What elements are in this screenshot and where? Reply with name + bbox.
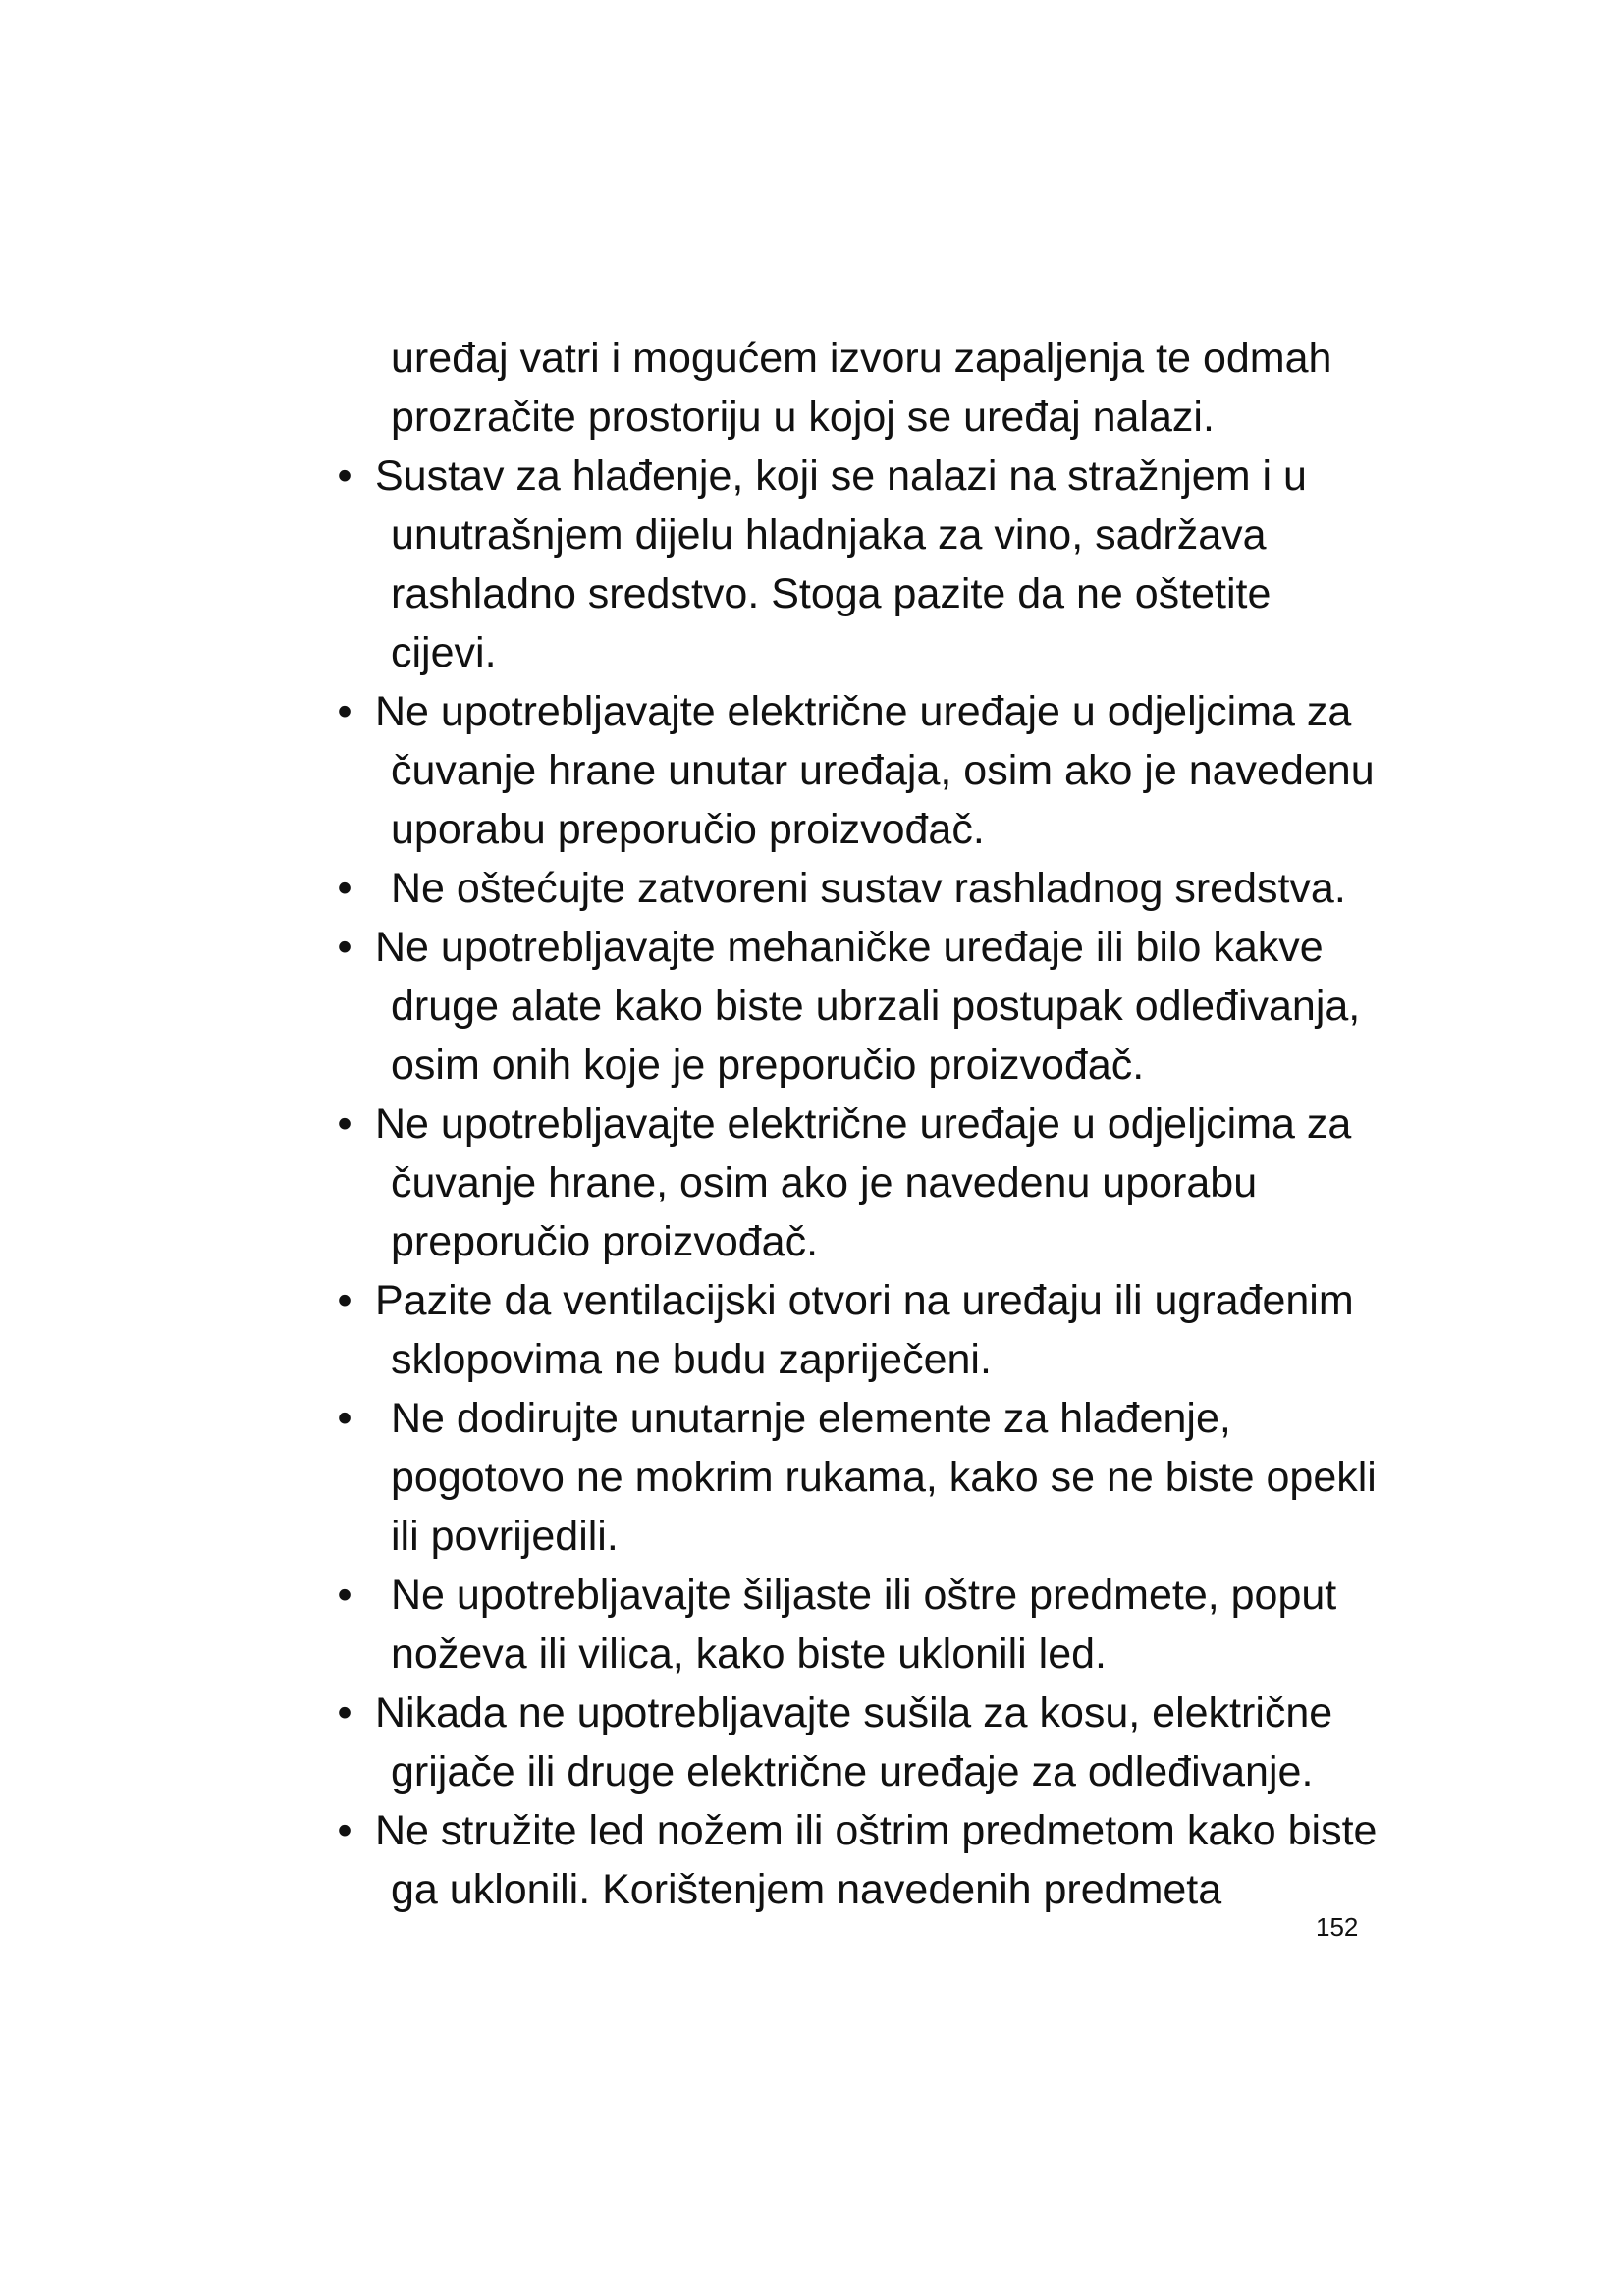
- bullet-icon: •: [337, 688, 352, 735]
- list-item: [324, 1389, 1384, 1566]
- bullet-icon: •: [337, 1277, 352, 1324]
- list-item: [324, 447, 1384, 682]
- bullet-icon: •: [337, 1572, 352, 1619]
- list-item-text: Ne dodirujte unutarnje elemente za hlađenje, pogotovo ne mokrim rukama, kako se ne biste opekli ili povrijedili.: [391, 1395, 1377, 1560]
- list-item: [324, 1683, 1384, 1801]
- list-item: [324, 918, 1384, 1095]
- bullet-list: [324, 447, 1384, 1919]
- bullet-icon: •: [337, 1100, 352, 1148]
- list-item-text: Ne upotrebljavajte mehaničke uređaje ili bilo kakve druge alate kako biste ubrzali postupak odleđivanja, osim onih koje je preporučio proizvođač.: [375, 924, 1361, 1089]
- list-item: [324, 1095, 1384, 1271]
- list-item-text: Sustav za hlađenje, koji se nalazi na stražnjem i u unutrašnjem dijelu hladnjaka za vino, sadržava rashladno sredstvo. Stoga pazite da ne oštetite cijevi.: [375, 453, 1307, 676]
- list-item-text: Ne upotrebljavajte šiljaste ili oštre predmete, poput noževa ili vilica, kako biste uklonili led.: [391, 1572, 1337, 1678]
- list-item-text: Ne upotrebljavajte električne uređaje u odjeljcima za čuvanje hrane, osim ako je navedenu uporabu preporučio proizvođač.: [375, 1100, 1352, 1265]
- bullet-icon: •: [337, 865, 352, 912]
- bullet-icon: •: [337, 453, 352, 500]
- list-item: [324, 682, 1384, 859]
- list-item-text: Pazite da ventilacijski otvori na uređaju ili ugrađenim sklopovima ne budu zapriječeni.: [375, 1277, 1354, 1383]
- bullet-icon: •: [337, 924, 352, 971]
- bullet-icon: •: [337, 1395, 352, 1442]
- text-block: [324, 329, 1384, 1919]
- list-item: [324, 1271, 1384, 1389]
- list-item-text: Nikada ne upotrebljavajte sušila za kosu, električne grijače ili druge električne uređaje za odleđivanje.: [375, 1689, 1333, 1795]
- list-item: [324, 1566, 1384, 1683]
- page-number: 152: [1316, 1912, 1359, 1942]
- list-item-text: Ne upotrebljavajte električne uređaje u odjeljcima za čuvanje hrane unutar uređaja, osim ako je navedenu uporabu preporučio proizvođač.: [375, 688, 1375, 853]
- list-item: [324, 859, 1384, 918]
- list-item: [324, 1801, 1384, 1919]
- list-item-text: Ne oštećujte zatvoreni sustav rashladnog sredstva.: [391, 865, 1346, 912]
- list-item-text: Ne stružite led nožem ili oštrim predmetom kako biste ga uklonili. Korištenjem navedenih predmeta: [375, 1807, 1378, 1913]
- bullet-icon: •: [337, 1807, 352, 1854]
- continuation-paragraph: uređaj vatri i mogućem izvoru zapaljenja te odmah prozračite prostoriju u kojoj se uređaj nalazi.: [391, 335, 1332, 441]
- bullet-icon: •: [337, 1689, 352, 1736]
